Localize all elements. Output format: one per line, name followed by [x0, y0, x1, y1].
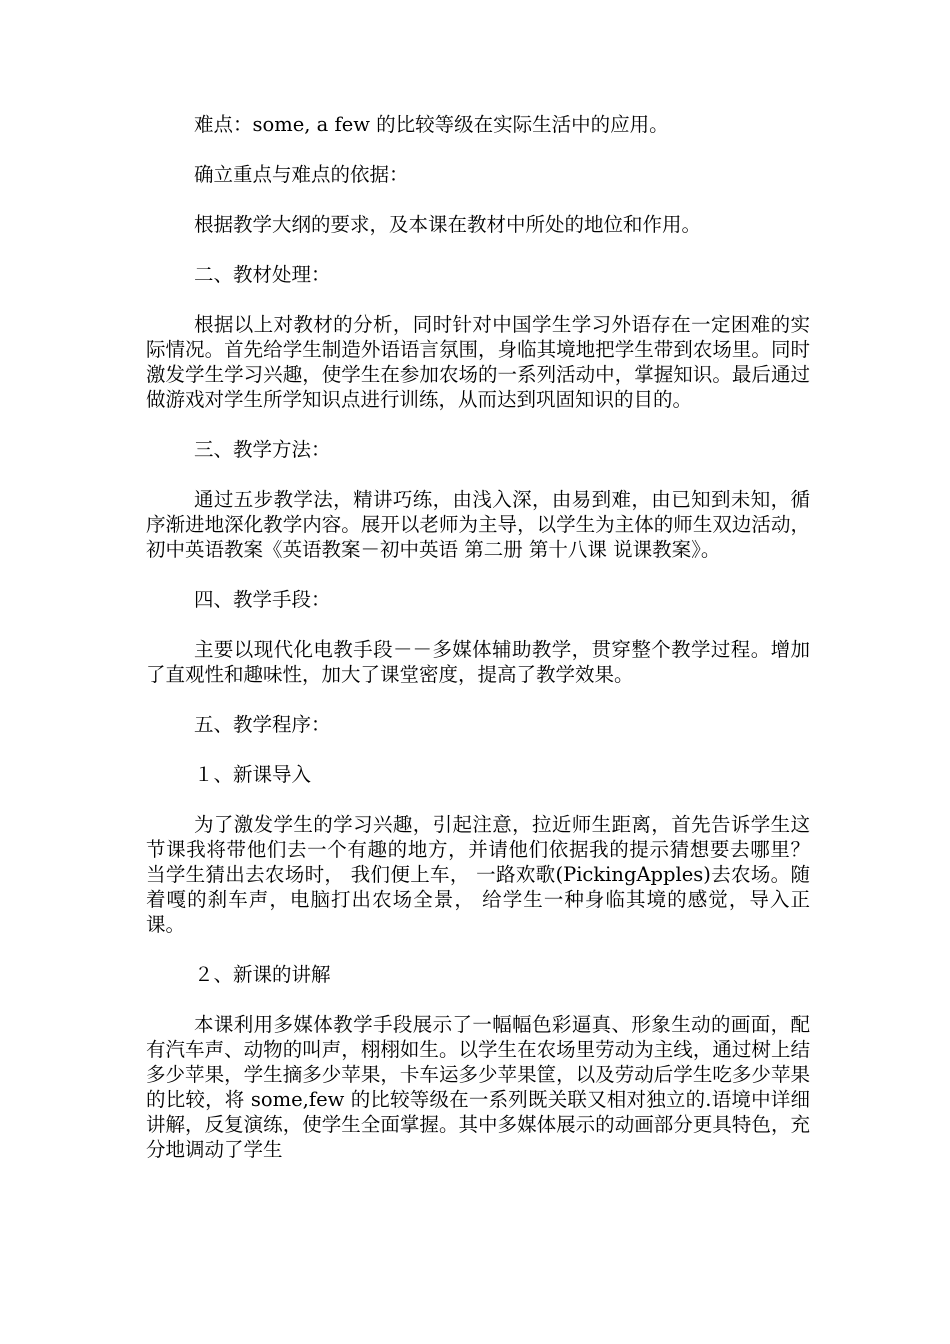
section-heading-materials: 二、教材处理：	[194, 263, 331, 286]
subheading-intro: １、新课导入	[194, 763, 312, 786]
section-heading-procedure: 五、教学程序：	[194, 713, 331, 736]
paragraph-intro: 为了激发学生的学习兴趣，引起注意，拉近师生距离，首先告诉学生这节课我将带他们去一个有趣的地方，并请他们依据我的提示猜想要去哪里？ 当学生猜出去农场时， 我们便上车， 一路欢歌(PickingApples)去农场。随着嘎的刹车声，电脑打出农场全景， 给学生一种身临其境的感觉，导入正课。	[146, 813, 810, 936]
section-heading-methods: 三、教学方法：	[194, 438, 331, 461]
paragraph-difficulty: 难点：some, a few 的比较等级在实际生活中的应用。	[194, 113, 669, 136]
paragraph-methods: 通过五步教学法，精讲巧练，由浅入深，由易到难，由已知到未知，循序渐进地深化教学内容。展开以老师为主导，以学生为主体的师生双边活动，初中英语教案《英语教案－初中英语 第二册 第十八课 说课教案》。	[146, 488, 810, 561]
subheading-explanation: ２、新课的讲解	[194, 963, 331, 986]
paragraph-basis: 根据教学大纲的要求，及本课在教材中所处的地位和作用。	[194, 213, 702, 236]
paragraph-materials: 根据以上对教材的分析，同时针对中国学生学习外语存在一定困难的实际情况。首先给学生制造外语语言氛围，身临其境地把学生带到农场里。同时激发学生学习兴趣，使学生在参加农场的一系列活动中，掌握知识。最后通过做游戏对学生所学知识点进行训练，从而达到巩固知识的目的。	[146, 313, 810, 411]
document-body	[146, 112, 810, 1162]
paragraph-explanation: 本课利用多媒体教学手段展示了一幅幅色彩逼真、形象生动的画面，配有汽车声、动物的叫声，栩栩如生。以学生在农场里劳动为主线，通过树上结多少苹果，学生摘多少苹果，卡车运多少苹果筐，以及劳动后学生吃多少苹果的比较，将 some,few 的比较等级在一系列既关联又相对独立的.语境中详细讲解，反复演练，使学生全面掌握。其中多媒体展示的动画部分更具特色，充分地调动了学生	[146, 1013, 810, 1161]
paragraph-basis-heading: 确立重点与难点的依据：	[194, 163, 409, 186]
paragraph-means: 主要以现代化电教手段－－多媒体辅助教学，贯穿整个教学过程。增加了直观性和趣味性，加大了课堂密度，提高了教学效果。	[146, 638, 810, 686]
section-heading-means: 四、教学手段：	[194, 588, 331, 611]
